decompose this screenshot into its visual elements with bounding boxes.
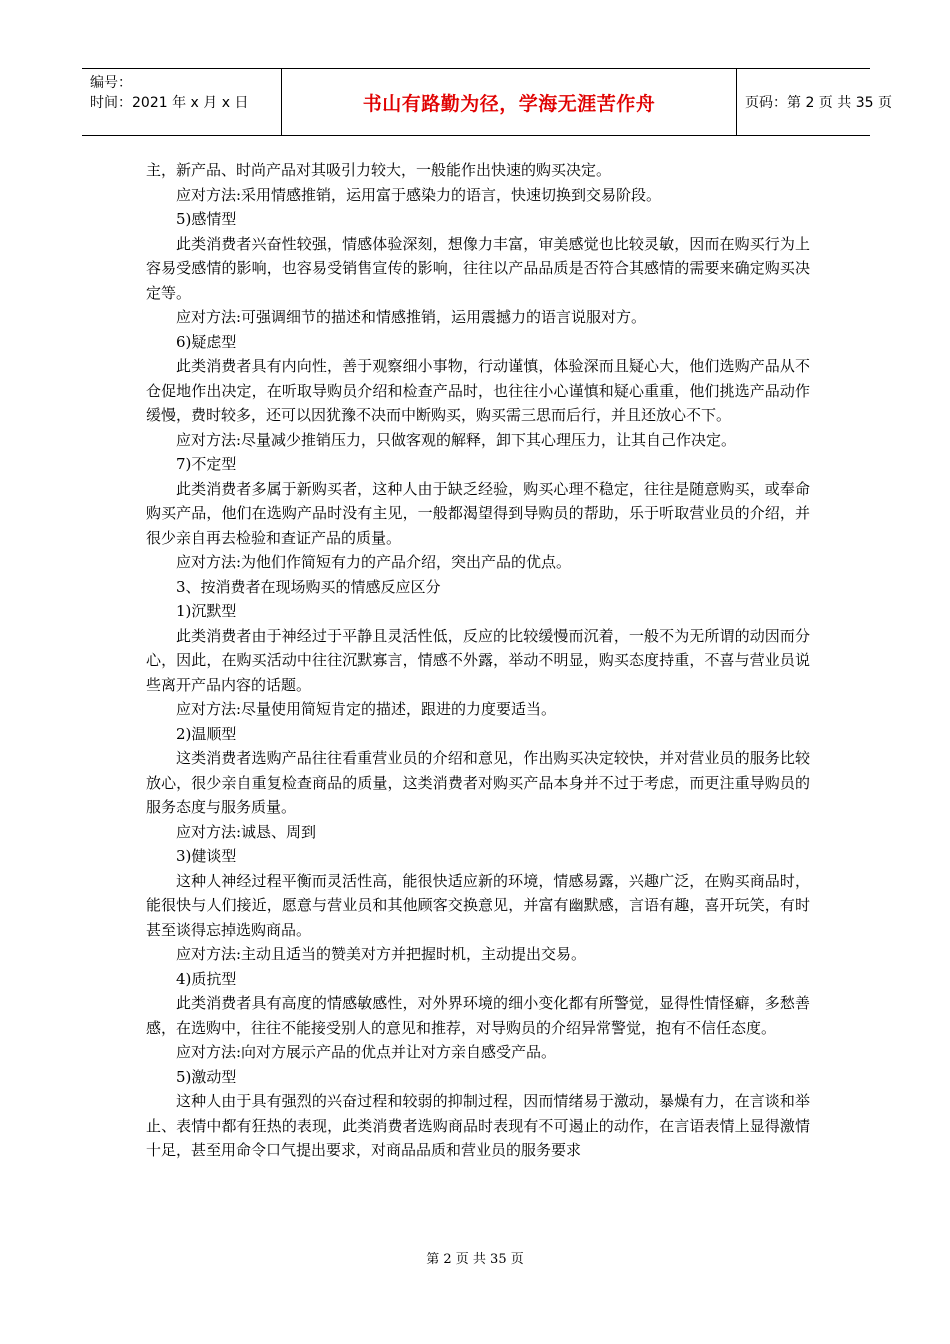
paragraph: 应对方法:主动且适当的赞美对方并把握时机，主动提出交易。 — [176, 945, 587, 963]
header-page-info: 页码：第 2 页 共 35 页 — [745, 95, 892, 111]
section-heading: 6)疑虑型 — [176, 332, 237, 351]
header-meta — [82, 69, 282, 135]
paragraph: 这种人由于具有强烈的兴奋过程和较弱的抑制过程，因而情绪易于激动，暴燥有力，在言谈和举止、表情中都有狂热的表现，此类消费者选购商品时表现有不可遏止的动作，在言语表情上显得激情十足，甚至用命令口气提出要求，对商品品质和营业员的服务要求 — [146, 1092, 810, 1159]
paragraph: 此类消费者具有高度的情感敏感性，对外界环境的细小变化都有所警觉，显得性情怪癖，多愁善感，在选购中，往往不能接受别人的意见和推荐，对导购员的介绍异常警觉，抱有不信任态度。 — [146, 994, 810, 1037]
section-heading: 3)健谈型 — [176, 847, 237, 865]
page-footer: 第 2 页 共 35 页 — [426, 1252, 524, 1267]
paragraph: 此类消费者由于神经过于平静且灵活性低，反应的比较缓慢而沉着，一般不为无所谓的动因而分心，因此，在购买活动中往往沉默寡言，情感不外露，举动不明显，购买态度持重，不喜与营业员说些离开产品内容的话题。 — [146, 626, 810, 694]
date-line: 时间：2021 年 x 月 x 日 — [90, 95, 249, 111]
paragraph: 此类消费者多属于新购买者，这种人由于缺乏经验，购买心理不稳定，往往是随意购买，或奉命购买产品，他们在选购产品时没有主见，一般都渴望得到导购员的帮助，乐于听取营业员的介绍，并很少亲自再去检验和查证产品的质量。 — [146, 479, 810, 547]
paragraph: 主，新产品、时尚产品对其吸引力较大，一般能作出快速的购买决定。 — [146, 161, 612, 179]
paragraph: 应对方法:诚恳、周到 — [176, 822, 317, 841]
paragraph: 应对方法:可强调细节的描述和情感推销，运用震撼力的语言说服对方。 — [176, 308, 647, 326]
section-heading: 3、按消费者在现场购买的情感反应区分 — [176, 577, 441, 596]
paragraph: 应对方法:为他们作简短有力的产品介绍，突出产品的优点。 — [176, 553, 572, 571]
paragraph: 应对方法:尽量减少推销压力，只做客观的解释，卸下其心理压力，让其自己作决定。 — [176, 430, 737, 449]
section-heading: 1)沉默型 — [176, 602, 237, 620]
header-motto: 书山有路勤为径，学海无涯苦作舟 — [282, 69, 737, 135]
section-heading: 5)激动型 — [176, 1067, 237, 1086]
paragraph: 此类消费者兴奋性较强，情感体验深刻，想像力丰富，审美感觉也比较灵敏，因而在购买行为上容易受感情的影响，也容易受销售宣传的影响，往往以产品品质是否符合其感情的需要来确定购买决定等。 — [146, 234, 810, 302]
section-heading: 7)不定型 — [176, 455, 237, 473]
paragraph: 应对方法:向对方展示产品的优点并让对方亲自感受产品。 — [176, 1043, 557, 1061]
section-heading: 2)温顺型 — [176, 724, 237, 743]
section-heading: 5)感情型 — [176, 210, 237, 228]
paragraph: 应对方法:采用情感推销，运用富于感染力的语言，快速切换到交易阶段。 — [176, 185, 662, 204]
paragraph: 此类消费者具有内向性，善于观察细小事物，行动谨慎，体验深而且疑心大，他们选购产品从不仓促地作出决定，在听取导购员介绍和检查产品时，也往往小心谨慎和疑心重重，他们挑选产品动作缓慢，费时较多，还可以因犹豫不决而中断购买，购买需三思而后行，并且还放心不下。 — [146, 357, 810, 424]
page-header — [82, 68, 892, 136]
paragraph: 应对方法:尽量使用简短肯定的描述，跟进的力度要适当。 — [176, 700, 557, 718]
document-body — [146, 158, 810, 1163]
doc-number-label: 编号： — [90, 75, 132, 91]
paragraph: 这种人神经过程平衡而灵活性高，能很快适应新的环境，情感易露，兴趣广泛，在购买商品时，能很快与人们接近，愿意与营业员和其他顾客交换意见，并富有幽默感，言语有趣，喜开玩笑，有时甚至谈得忘掉选购商品。 — [146, 871, 810, 939]
paragraph: 这类消费者选购产品往往看重营业员的介绍和意见，作出购买决定较快，并对营业员的服务比较放心，很少亲自重复检查商品的质量，这类消费者对购买产品本身并不过于考虑，而更注重导购员的服务态度与服务质量。 — [146, 749, 810, 816]
section-heading: 4)质抗型 — [176, 969, 237, 988]
